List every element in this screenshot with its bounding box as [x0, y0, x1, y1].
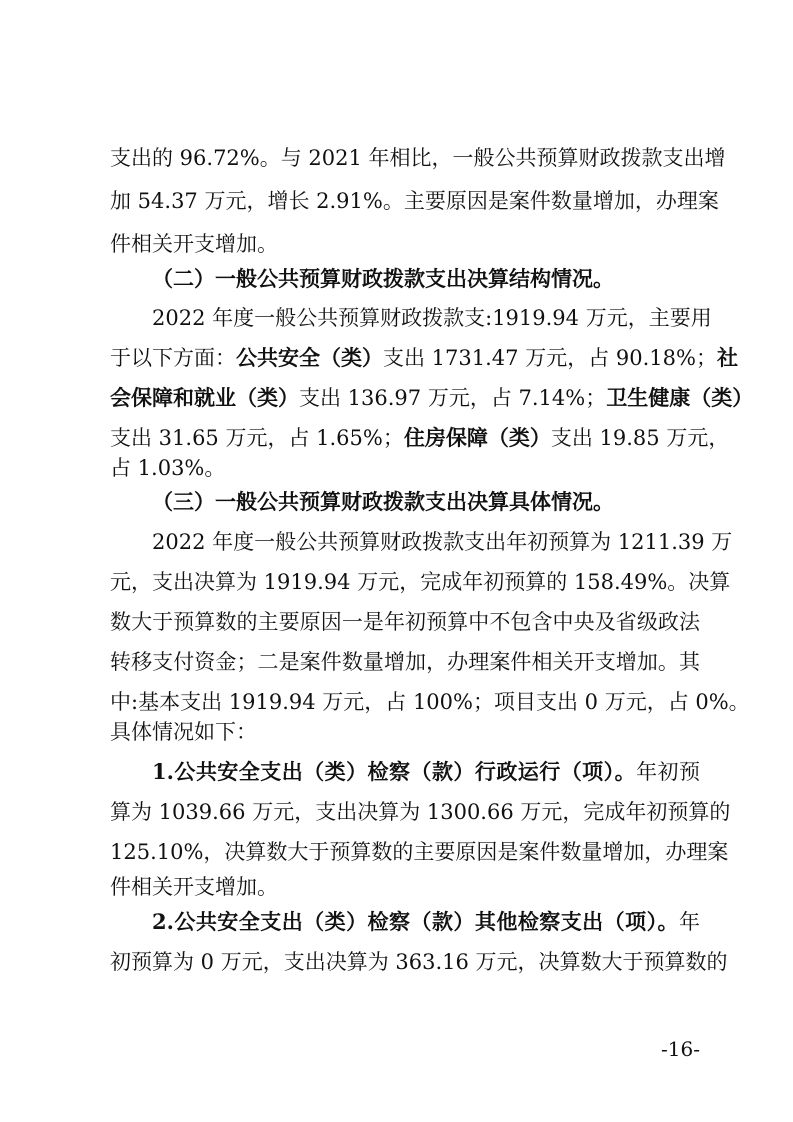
paragraph-3-line-4: 转移支付资金；二是案件数量增加，办理案件相关开支增加。其 [110, 650, 700, 674]
paragraph-3-line-6: 具体情况如下： [110, 720, 257, 744]
item-1-line-4: 件相关开支增加。 [110, 875, 278, 899]
category-social-security: 会保障和就业（类） [110, 385, 299, 410]
paragraph-2-text: 支出 136.97 万元，占 7.14%； [299, 386, 607, 410]
paragraph-2-line-3 [110, 383, 754, 413]
item-1-line-2: 算为 1039.66 万元，支出决算为 1300.66 万元，完成年初预算的 [110, 800, 731, 824]
category-housing: 住房保障（类） [403, 425, 551, 450]
paragraph-2-text: 支出 31.65 万元，占 1.65%； [110, 426, 404, 450]
category-health: 卫生健康（类） [606, 385, 754, 410]
category-public-security: 公共安全（类） [236, 345, 383, 370]
paragraph-2-text: 支出 19.85 万元， [550, 426, 730, 450]
item-2-line-1 [152, 907, 700, 937]
item-1-line-3: 125.10%，决算数大于预算数的主要原因是案件数量增加，办理案 [110, 840, 729, 864]
section-heading-3: （三）一般公共预算财政拨款支出决算具体情况。 [152, 489, 614, 514]
category-social-security-start: 社 [716, 345, 738, 370]
item-2-text: 年 [679, 910, 700, 934]
paragraph-2-line-4 [110, 423, 730, 453]
section-heading-2: （二）一般公共预算财政拨款支出决算结构情况。 [152, 266, 614, 291]
item-2-line-2: 初预算为 0 万元，支出决算为 363.16 万元，决算数大于预算数的 [110, 950, 728, 974]
paragraph-3-line-2: 元，支出决算为 1919.94 万元，完成年初预算的 158.49%。决算 [110, 570, 731, 594]
paragraph-2-line-5: 占 1.03%。 [110, 456, 226, 480]
item-2-title: 2.公共安全支出（类）检察（款）其他检察支出（项）。 [152, 909, 679, 934]
paragraph-1-line-1: 支出的 96.72%。与 2021 年相比，一般公共预算财政拨款支出增 [110, 146, 726, 170]
paragraph-3-line-1: 2022 年度一般公共预算财政拨款支出年初预算为 1211.39 万 [152, 530, 733, 554]
item-1-line-1 [152, 757, 700, 787]
paragraph-1-line-3: 件相关开支增加。 [110, 232, 278, 256]
paragraph-3-line-5: 中:基本支出 1919.94 万元，占 100%；项目支出 0 万元，占 0%。 [110, 690, 750, 714]
paragraph-2-line-2 [110, 343, 738, 373]
item-1-text: 年初预 [636, 760, 701, 784]
page-number: -16- [661, 1037, 700, 1061]
paragraph-3-line-3: 数大于预算数的主要原因一是年初预算中不包含中央及省级政法 [110, 610, 700, 634]
paragraph-2-line-1: 2022 年度一般公共预算财政拨款支:1919.94 万元，主要用 [152, 306, 712, 330]
paragraph-2-text: 支出 1731.47 万元，占 90.18%； [383, 346, 717, 370]
paragraph-2-text: 于以下方面： [110, 346, 236, 370]
paragraph-1-line-2: 加 54.37 万元，增长 2.91%。主要原因是案件数量增加，办理案 [110, 189, 719, 213]
item-1-title: 1.公共安全支出（类）检察（款）行政运行（项）。 [152, 759, 637, 784]
